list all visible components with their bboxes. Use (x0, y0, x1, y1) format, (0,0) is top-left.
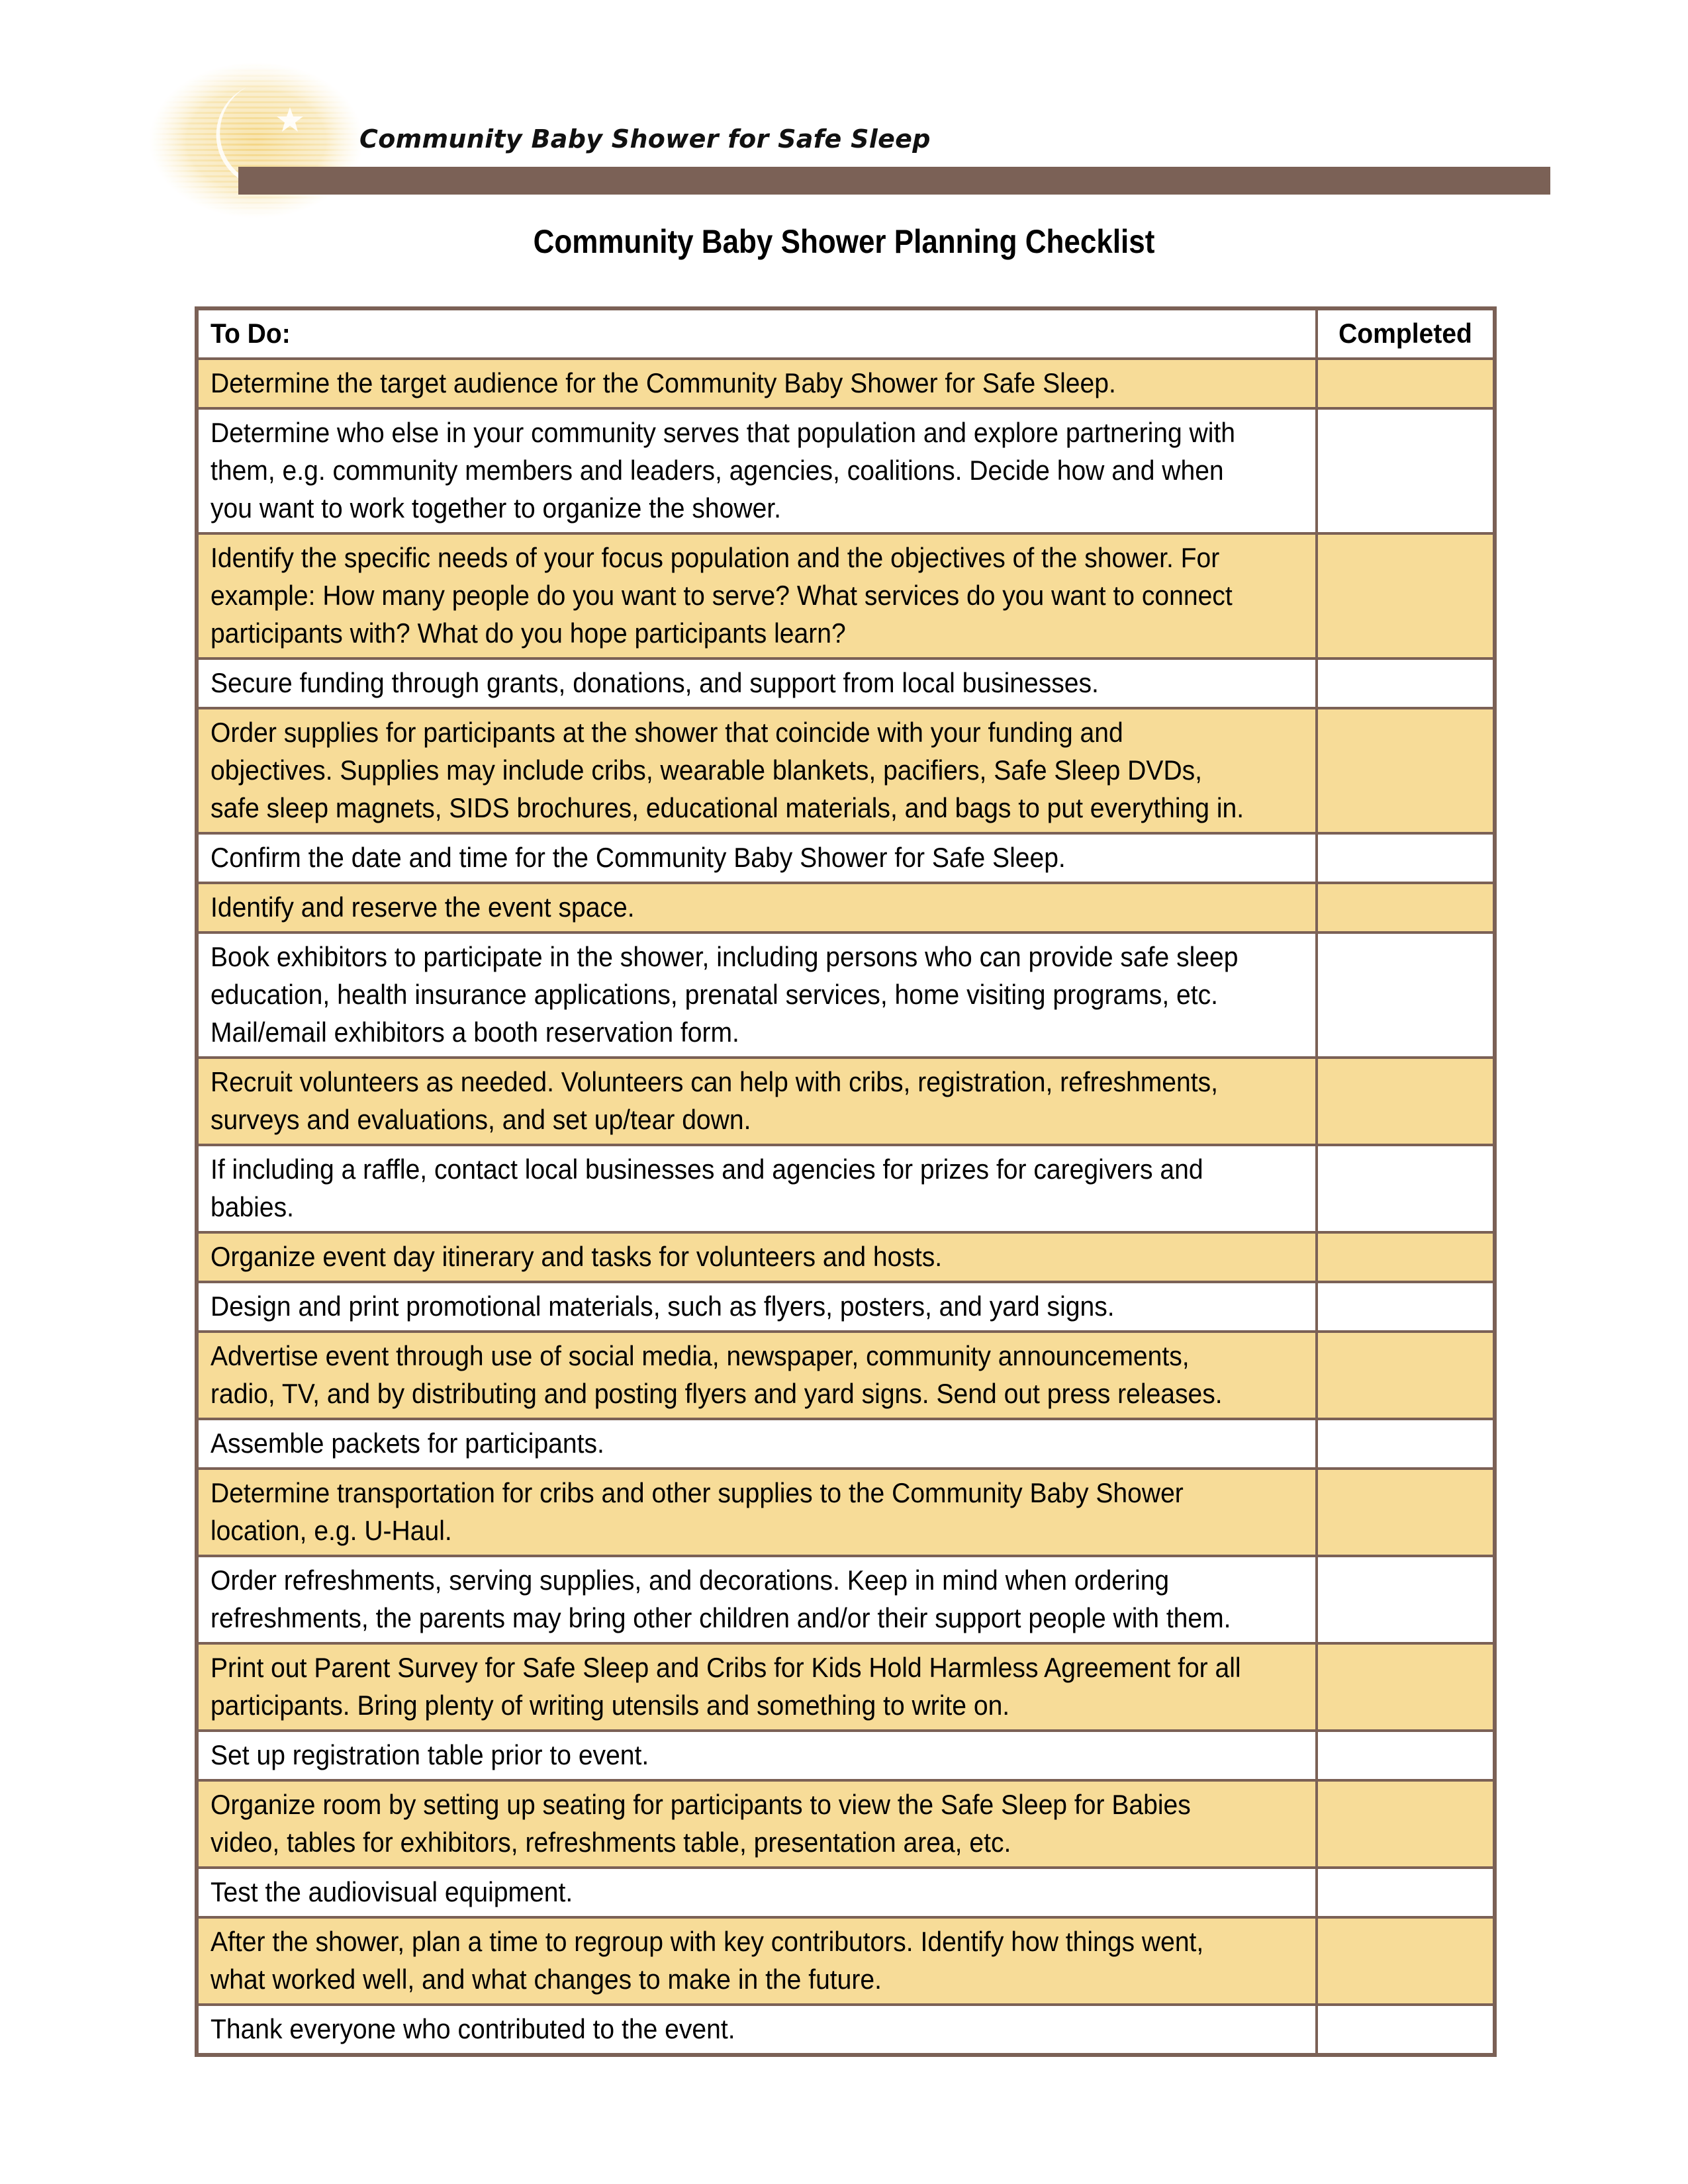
task-description (199, 1645, 1315, 1729)
table-row (199, 357, 1493, 407)
task-line: Organize event day itinerary and tasks for volunteers and hosts. (211, 1241, 943, 1272)
completed-cell[interactable] (1315, 1333, 1493, 1418)
table-row (199, 1729, 1493, 1779)
task-line: Book exhibitors to participate in the shower, including persons who can provide safe sleep (211, 941, 1239, 972)
table-row (199, 1418, 1493, 1467)
moon-and-star-icon (147, 61, 365, 220)
table-row (199, 1866, 1493, 1916)
task-description (199, 660, 1315, 707)
page-title: Community Baby Shower Planning Checklist (533, 223, 1155, 260)
task-line: Order refreshments, serving supplies, and decorations. Keep in mind when ordering (211, 1565, 1170, 1596)
task-line: safe sleep magnets, SIDS brochures, educational materials, and bags to put everything in. (211, 792, 1244, 823)
task-line: If including a raffle, contact local businesses and agencies for prizes for caregivers and (211, 1154, 1203, 1185)
table-row (199, 1144, 1493, 1231)
table-row (199, 931, 1493, 1056)
task-line: Identify and reserve the event space. (211, 891, 635, 923)
completed-cell[interactable] (1315, 1919, 1493, 2003)
table-row (199, 832, 1493, 882)
table-row (199, 1231, 1493, 1281)
task-description (199, 360, 1315, 407)
task-description (199, 1869, 1315, 1916)
completed-cell[interactable] (1315, 1869, 1493, 1916)
table-row (199, 707, 1493, 832)
task-line: what worked well, and what changes to make in the future. (211, 1964, 882, 1995)
task-line: Order supplies for participants at the shower that coincide with your funding and (211, 717, 1123, 748)
completed-cell[interactable] (1315, 1470, 1493, 1555)
task-line: Set up registration table prior to event. (211, 1739, 649, 1770)
completed-cell[interactable] (1315, 360, 1493, 407)
completed-cell[interactable] (1315, 535, 1493, 657)
table-row (199, 1779, 1493, 1866)
task-line: Organize room by setting up seating for participants to view the Safe Sleep for Babies (211, 1789, 1191, 1820)
task-line: Test the audiovisual equipment. (211, 1876, 573, 1907)
task-line: Confirm the date and time for the Community Baby Shower for Safe Sleep. (211, 842, 1066, 873)
table-row (199, 1916, 1493, 2003)
completed-cell[interactable] (1315, 1645, 1493, 1729)
task-description (199, 2006, 1315, 2053)
completed-cell[interactable] (1315, 1732, 1493, 1779)
completed-cell[interactable] (1315, 1557, 1493, 1642)
task-description (199, 1059, 1315, 1144)
checklist-table (195, 306, 1497, 2057)
task-line: Thank everyone who contributed to the event. (211, 2013, 735, 2044)
task-line: Mail/email exhibitors a booth reservation form. (211, 1017, 739, 1048)
task-line: Assemble packets for participants. (211, 1428, 604, 1459)
task-line: Determine the target audience for the Community Baby Shower for Safe Sleep. (211, 367, 1116, 398)
task-description (199, 835, 1315, 882)
completed-cell[interactable] (1315, 1059, 1493, 1144)
task-line: Determine who else in your community serves that population and explore partnering with (211, 417, 1236, 448)
table-row (199, 1056, 1493, 1144)
table-header-row (199, 310, 1493, 357)
completed-cell[interactable] (1315, 1283, 1493, 1330)
header-title: Community Baby Shower for Safe Sleep (359, 124, 931, 154)
completed-cell[interactable] (1315, 1234, 1493, 1281)
completed-cell[interactable] (1315, 1146, 1493, 1231)
task-description (199, 884, 1315, 931)
task-line: them, e.g. community members and leaders, agencies, coalitions. Decide how and when (211, 455, 1224, 486)
task-line: Advertise event through use of social media, newspaper, community announcements, (211, 1340, 1190, 1371)
task-line: Secure funding through grants, donations, and support from local businesses. (211, 667, 1099, 698)
task-line: example: How many people do you want to serve? What services do you want to connect (211, 580, 1233, 611)
task-line: radio, TV, and by distributing and posting flyers and yard signs. Send out press releases. (211, 1378, 1223, 1409)
task-line: Identify the specific needs of your focus population and the objectives of the shower. For (211, 542, 1220, 573)
task-description (199, 1470, 1315, 1555)
table-row (199, 1330, 1493, 1418)
table-row (199, 657, 1493, 707)
column-header-todo: To Do: (199, 310, 1315, 357)
completed-cell[interactable] (1315, 1782, 1493, 1866)
task-description (199, 1146, 1315, 1231)
task-line: refreshments, the parents may bring other children and/or their support people with them. (211, 1602, 1231, 1633)
task-line: objectives. Supplies may include cribs, wearable blankets, pacifiers, Safe Sleep DVDs, (211, 754, 1203, 786)
task-description (199, 535, 1315, 657)
header-divider-bar (238, 167, 1550, 195)
task-line: education, health insurance applications, prenatal services, home visiting programs, etc. (211, 979, 1218, 1010)
completed-cell[interactable] (1315, 934, 1493, 1056)
task-line: After the shower, plan a time to regroup with key contributors. Identify how things went, (211, 1926, 1204, 1957)
task-description (199, 1420, 1315, 1467)
task-description (199, 1333, 1315, 1418)
table-row (199, 407, 1493, 532)
task-line: babies. (211, 1191, 294, 1222)
completed-cell[interactable] (1315, 660, 1493, 707)
task-description (199, 1283, 1315, 1330)
completed-cell[interactable] (1315, 1420, 1493, 1467)
table-row (199, 1555, 1493, 1642)
task-description (199, 709, 1315, 832)
task-line: video, tables for exhibitors, refreshments table, presentation area, etc. (211, 1827, 1011, 1858)
task-line: Recruit volunteers as needed. Volunteers can help with cribs, registration, refreshments, (211, 1066, 1218, 1097)
task-line: participants with? What do you hope participants learn? (211, 617, 846, 649)
completed-cell[interactable] (1315, 2006, 1493, 2053)
table-row (199, 1467, 1493, 1555)
task-line: Determine transportation for cribs and other supplies to the Community Baby Shower (211, 1477, 1184, 1508)
completed-cell[interactable] (1315, 835, 1493, 882)
task-description (199, 410, 1315, 532)
task-description (199, 1234, 1315, 1281)
table-row (199, 532, 1493, 657)
task-description (199, 1557, 1315, 1642)
table-row (199, 2003, 1493, 2053)
task-description (199, 1919, 1315, 2003)
task-line: Print out Parent Survey for Safe Sleep and Cribs for Kids Hold Harmless Agreement for all (211, 1652, 1241, 1683)
table-row (199, 1281, 1493, 1330)
task-line: location, e.g. U-Haul. (211, 1515, 452, 1546)
completed-cell[interactable] (1315, 709, 1493, 832)
column-header-completed: Completed (1315, 310, 1493, 357)
task-description (199, 1782, 1315, 1866)
task-line: participants. Bring plenty of writing utensils and something to write on. (211, 1690, 1010, 1721)
table-row (199, 882, 1493, 931)
table-row (199, 1642, 1493, 1729)
completed-cell[interactable] (1315, 884, 1493, 931)
completed-cell[interactable] (1315, 410, 1493, 532)
task-description (199, 1732, 1315, 1779)
task-line: surveys and evaluations, and set up/tear down. (211, 1104, 751, 1135)
task-description (199, 934, 1315, 1056)
task-line: you want to work together to organize the shower. (211, 492, 781, 523)
task-line: Design and print promotional materials, such as flyers, posters, and yard signs. (211, 1291, 1115, 1322)
